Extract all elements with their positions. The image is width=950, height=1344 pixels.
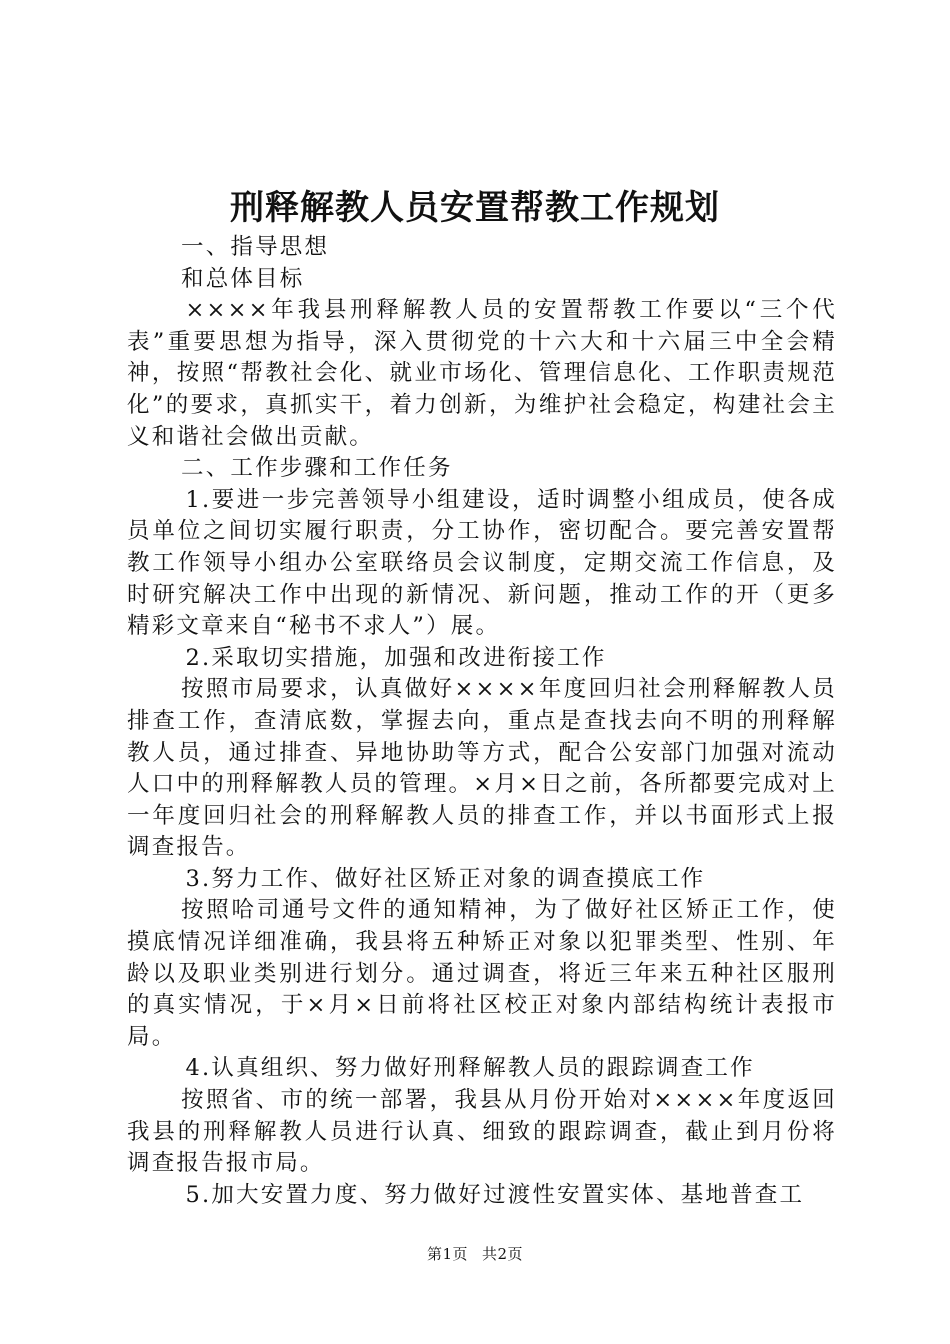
paragraph: 二、工作步骤和工作任务: [181, 455, 453, 482]
paragraph: 5.加大安置力度、努力做好过渡性安置实体、基地普查工: [185, 1181, 805, 1208]
page-number: 第1页: [426, 1245, 468, 1263]
paragraph: 和总体目标: [181, 265, 305, 292]
paragraph: 2.采取切实措施，加强和改进衔接工作: [185, 644, 607, 671]
paragraph: 按照市局要求，认真做好××××年度回归社会刑释解教人员排查工作，查清底数，掌握去向，重点是查找去向不明的刑释解教人员，通过排查、异地协助等方式，配合公安部门加强对流动人口中的刑释解教人员的管理。×月×日之前，各所都要完成对上一年度回归社会的刑释解教人员的排查工作，并以书面形式上报调查报告。: [127, 676, 837, 861]
paragraph: 一、指导思想: [181, 234, 330, 260]
page-total: 共2页: [482, 1245, 524, 1263]
paragraph: 4.认真组织、努力做好刑释解教人员的跟踪调查工作: [185, 1055, 755, 1082]
paragraph: 按照省、市的统一部署，我县从月份开始对××××年度返回我县的刑释解教人员进行认真、细致的跟踪调查，截止到月份将调查报告报市局。: [127, 1087, 837, 1177]
paragraph: 3.努力工作、做好社区矫正对象的调查摸底工作: [185, 865, 706, 892]
paragraph: 按照哈司通号文件的通知精神，为了做好社区矫正工作，使摸底情况详细准确，我县将五种矫正对象以犯罪类型、性别、年龄以及职业类别进行划分。通过调查，将近三年来五种社区服刑的真实情况，于×月×日前将社区校正对象内部结构统计表报市局。: [127, 897, 837, 1050]
document-body: [127, 232, 837, 1211]
page-footer: [0, 1244, 950, 1264]
paragraph: ××××年我县刑释解教人员的安置帮教工作要以“三个代表”重要思想为指导，深入贯彻党的十六大和十六届三中全会精神，按照“帮教社会化、就业市场化、管理信息化、工作职责规范化”的要求，真抓实干，着力创新，为维护社会稳定，构建社会主义和谐社会做出贡献。: [127, 297, 837, 450]
paragraph: 1.要进一步完善领导小组建设，适时调整小组成员，使各成员单位之间切实履行职责，分工协作，密切配合。要完善安置帮教工作领导小组办公室联络员会议制度，定期交流工作信息，及时研究解决工作中出现的新情况、新问题，推动工作的开（更多精彩文章来自“秘书不求人”）展。: [127, 486, 837, 640]
document-title: 刑释解教人员安置帮教工作规划: [230, 188, 720, 228]
